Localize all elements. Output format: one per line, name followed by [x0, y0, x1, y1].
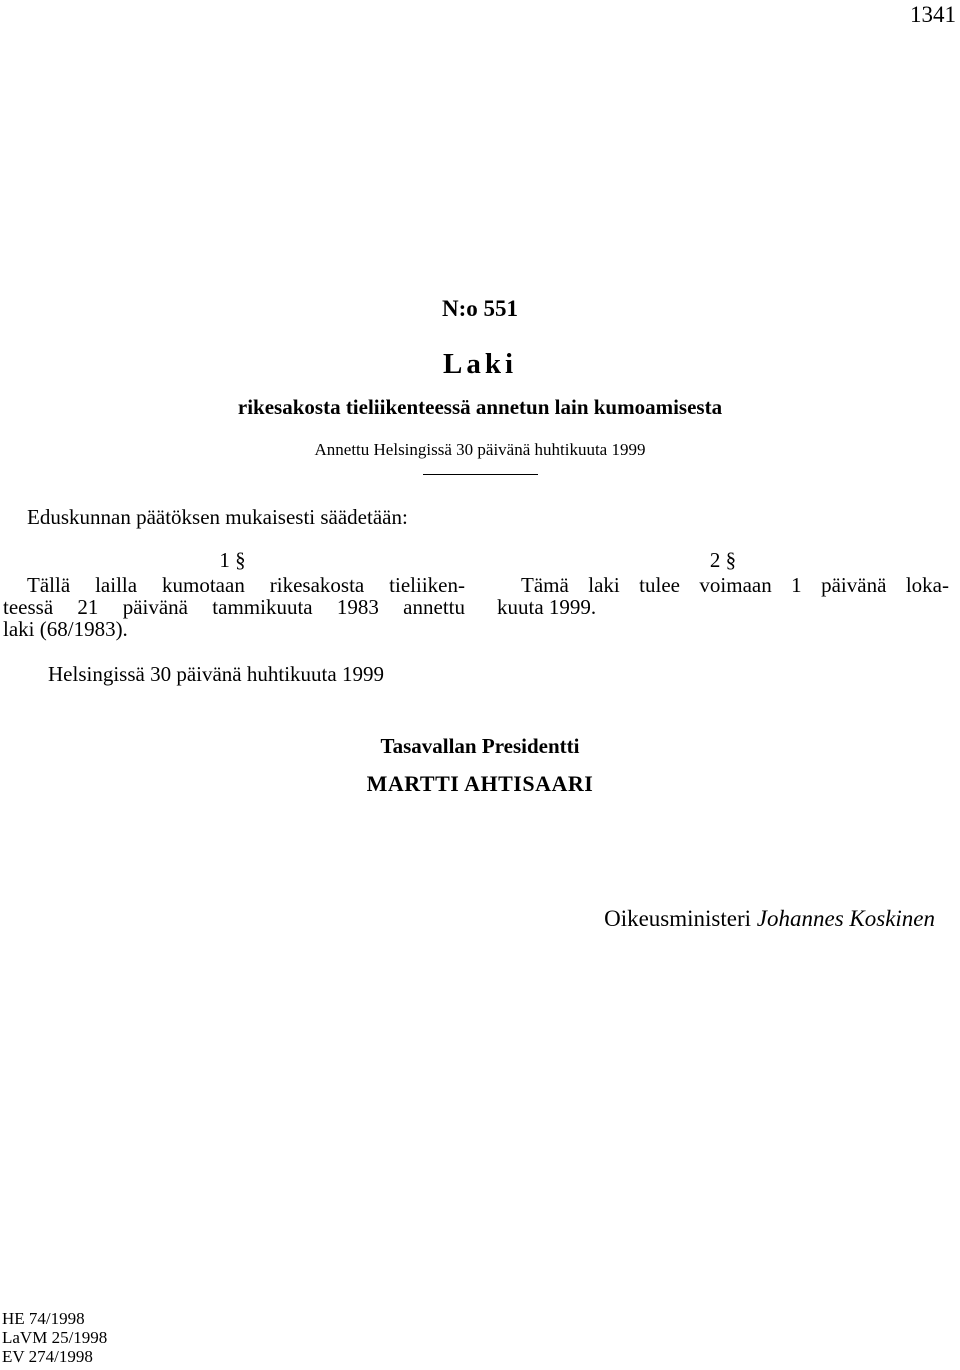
title-divider — [423, 474, 538, 475]
minister-title: Oikeusministeri — [604, 906, 752, 931]
section-1-line: Tällä lailla kumotaan rikesakosta tieliiken- — [27, 573, 465, 597]
reference-item: EV 274/1998 — [2, 1347, 93, 1366]
place-date: Helsingissä 30 päivänä huhtikuuta 1999 — [48, 662, 384, 686]
law-title: rikesakosta tieliikenteessä annetun lain kumoamisesta — [237, 395, 723, 419]
section-1-text — [3, 574, 465, 640]
section-1-line: teessä 21 päivänä tammikuuta 1983 annettu — [3, 595, 465, 619]
issued-line: Annettu Helsingissä 30 päivänä huhtikuuta 1999 — [314, 440, 646, 459]
law-number: N:o 551 — [441, 296, 519, 321]
section-1-number: 1 § — [219, 548, 246, 572]
reference-item: HE 74/1998 — [2, 1309, 85, 1328]
legislative-references — [2, 1309, 107, 1366]
president-name: MARTTI AHTISAARI — [366, 771, 594, 796]
section-2-number: 2 § — [709, 548, 737, 572]
minister-name: Johannes Koskinen — [756, 906, 935, 931]
reference-item: LaVM 25/1998 — [2, 1328, 108, 1347]
minister-signature — [604, 906, 935, 932]
section-2-line: kuuta 1999. — [497, 595, 597, 619]
page-number: 1341 — [910, 2, 956, 27]
president-title: Tasavallan Presidentti — [380, 734, 580, 758]
law-heading: Laki — [442, 348, 518, 380]
section-1-line: laki (68/1983). — [3, 617, 128, 641]
preamble: Eduskunnan päätöksen mukaisesti säädetään: — [27, 505, 408, 529]
section-2-text — [497, 574, 949, 618]
section-2-line: Tämä laki tulee voimaan 1 päivänä loka- — [521, 573, 949, 597]
